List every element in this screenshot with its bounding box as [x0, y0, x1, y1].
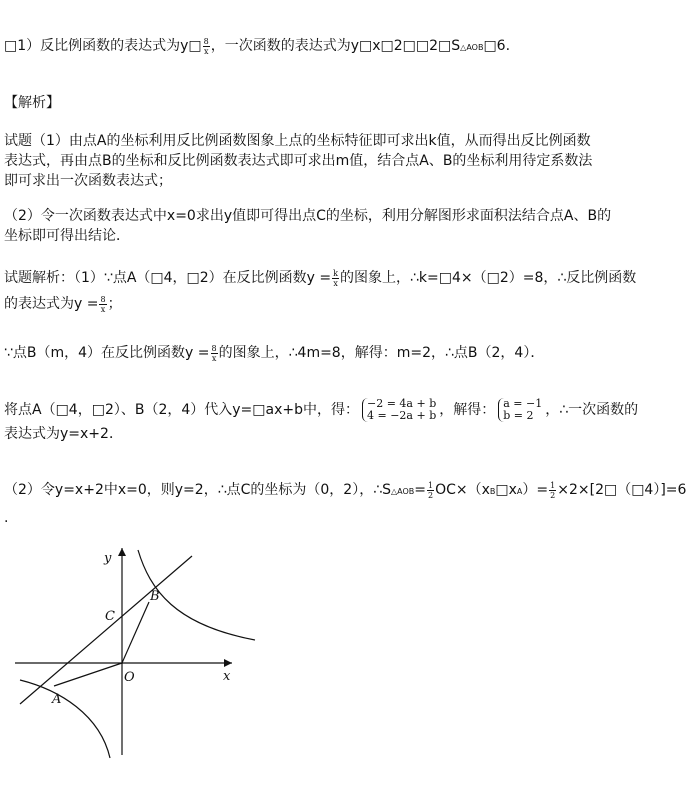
solution-line-3: ∵点B（m，4）在反比例函数y = $\frac{8}{x}$ 的图象上，∴4m=8，解得：m=2，∴点B（2，4）．	[4, 343, 545, 363]
solution-line-2: 的表达式为y = $\frac{8}{x}$ ；	[4, 294, 122, 314]
solution-line-1: 试题解析：（1）∵点A（□4，□2）在反比例函数y = $\frac{k}{x}$ 的图象上，∴k=□4×（□2）=8，∴反比例函数	[4, 268, 637, 288]
point-a-label: A	[52, 692, 62, 707]
point-b-label: B	[150, 589, 160, 604]
fraction-one-half: $\frac{1}{2}$	[550, 480, 556, 500]
solution-line-6: （2）令y=x+2中x=0，则y=2，∴点C的坐标为（0，2），∴S△AOB= $\frac{1}{2}$ OC×（xB□xA）= $\frac{1}{2}$ ×2×[2□（□4）]=6	[4, 480, 686, 500]
solution-line-7: .	[4, 510, 9, 526]
equation-system-1: −2 = 4a + b 4 = −2a + b	[362, 398, 436, 422]
segment-ob	[122, 602, 149, 663]
fraction-8-over-x: $\frac{8}{x}$	[203, 36, 209, 56]
analysis-line-1: 试题（1）由点A的坐标利用反比例函数图象上点的坐标特征即可求出k值，从而得出反比例函数	[4, 133, 591, 149]
coordinate-figure	[0, 540, 260, 760]
equation-system-2: a = −1 b = 2	[498, 398, 542, 422]
point-c-label: C	[105, 609, 115, 624]
fraction-8-over-x: $\frac{8}{x}$	[211, 343, 217, 363]
analysis-line-5: 坐标即可得出结论．	[4, 228, 130, 244]
x-axis-arrow	[224, 659, 232, 667]
y-axis-label: y	[104, 551, 112, 566]
line-y-equals-x-plus-2	[20, 556, 192, 704]
answer-line: □1）反比例函数的表达式为y□ $\frac{8}{x}$ ，一次函数的表达式为y□x□2□□2□S△AOB□6.	[4, 36, 511, 56]
analysis-header: 【解析】	[4, 95, 60, 111]
solution-line-4: 将点A（□4，□2）、B（2，4）代入y=□ax+b中，得： −2 = 4a + b 4 = −2a + b ，解得： a = −1 b = 2 ，∴一次函数的	[4, 397, 639, 422]
y-axis-arrow	[118, 548, 126, 556]
origin-label: O	[124, 670, 135, 685]
fraction-8-over-x: $\frac{8}{x}$	[100, 294, 106, 314]
analysis-line-4: （2）令一次函数表达式中x=0求出y值即可得出点C的坐标，利用分解图形求面积法结合点A、B的	[4, 208, 612, 224]
solution-line-5: 表达式为y=x+2．	[4, 426, 123, 442]
fraction-one-half: $\frac{1}{2}$	[428, 480, 434, 500]
x-axis-label: x	[223, 669, 231, 684]
analysis-line-2: 表达式，再由点B的坐标和反比例函数表达式即可求出m值，结合点A、B的坐标利用待定系数法	[4, 153, 593, 169]
fraction-k-over-x: $\frac{k}{x}$	[333, 268, 338, 288]
analysis-line-3: 即可求出一次函数表达式；	[4, 173, 172, 189]
